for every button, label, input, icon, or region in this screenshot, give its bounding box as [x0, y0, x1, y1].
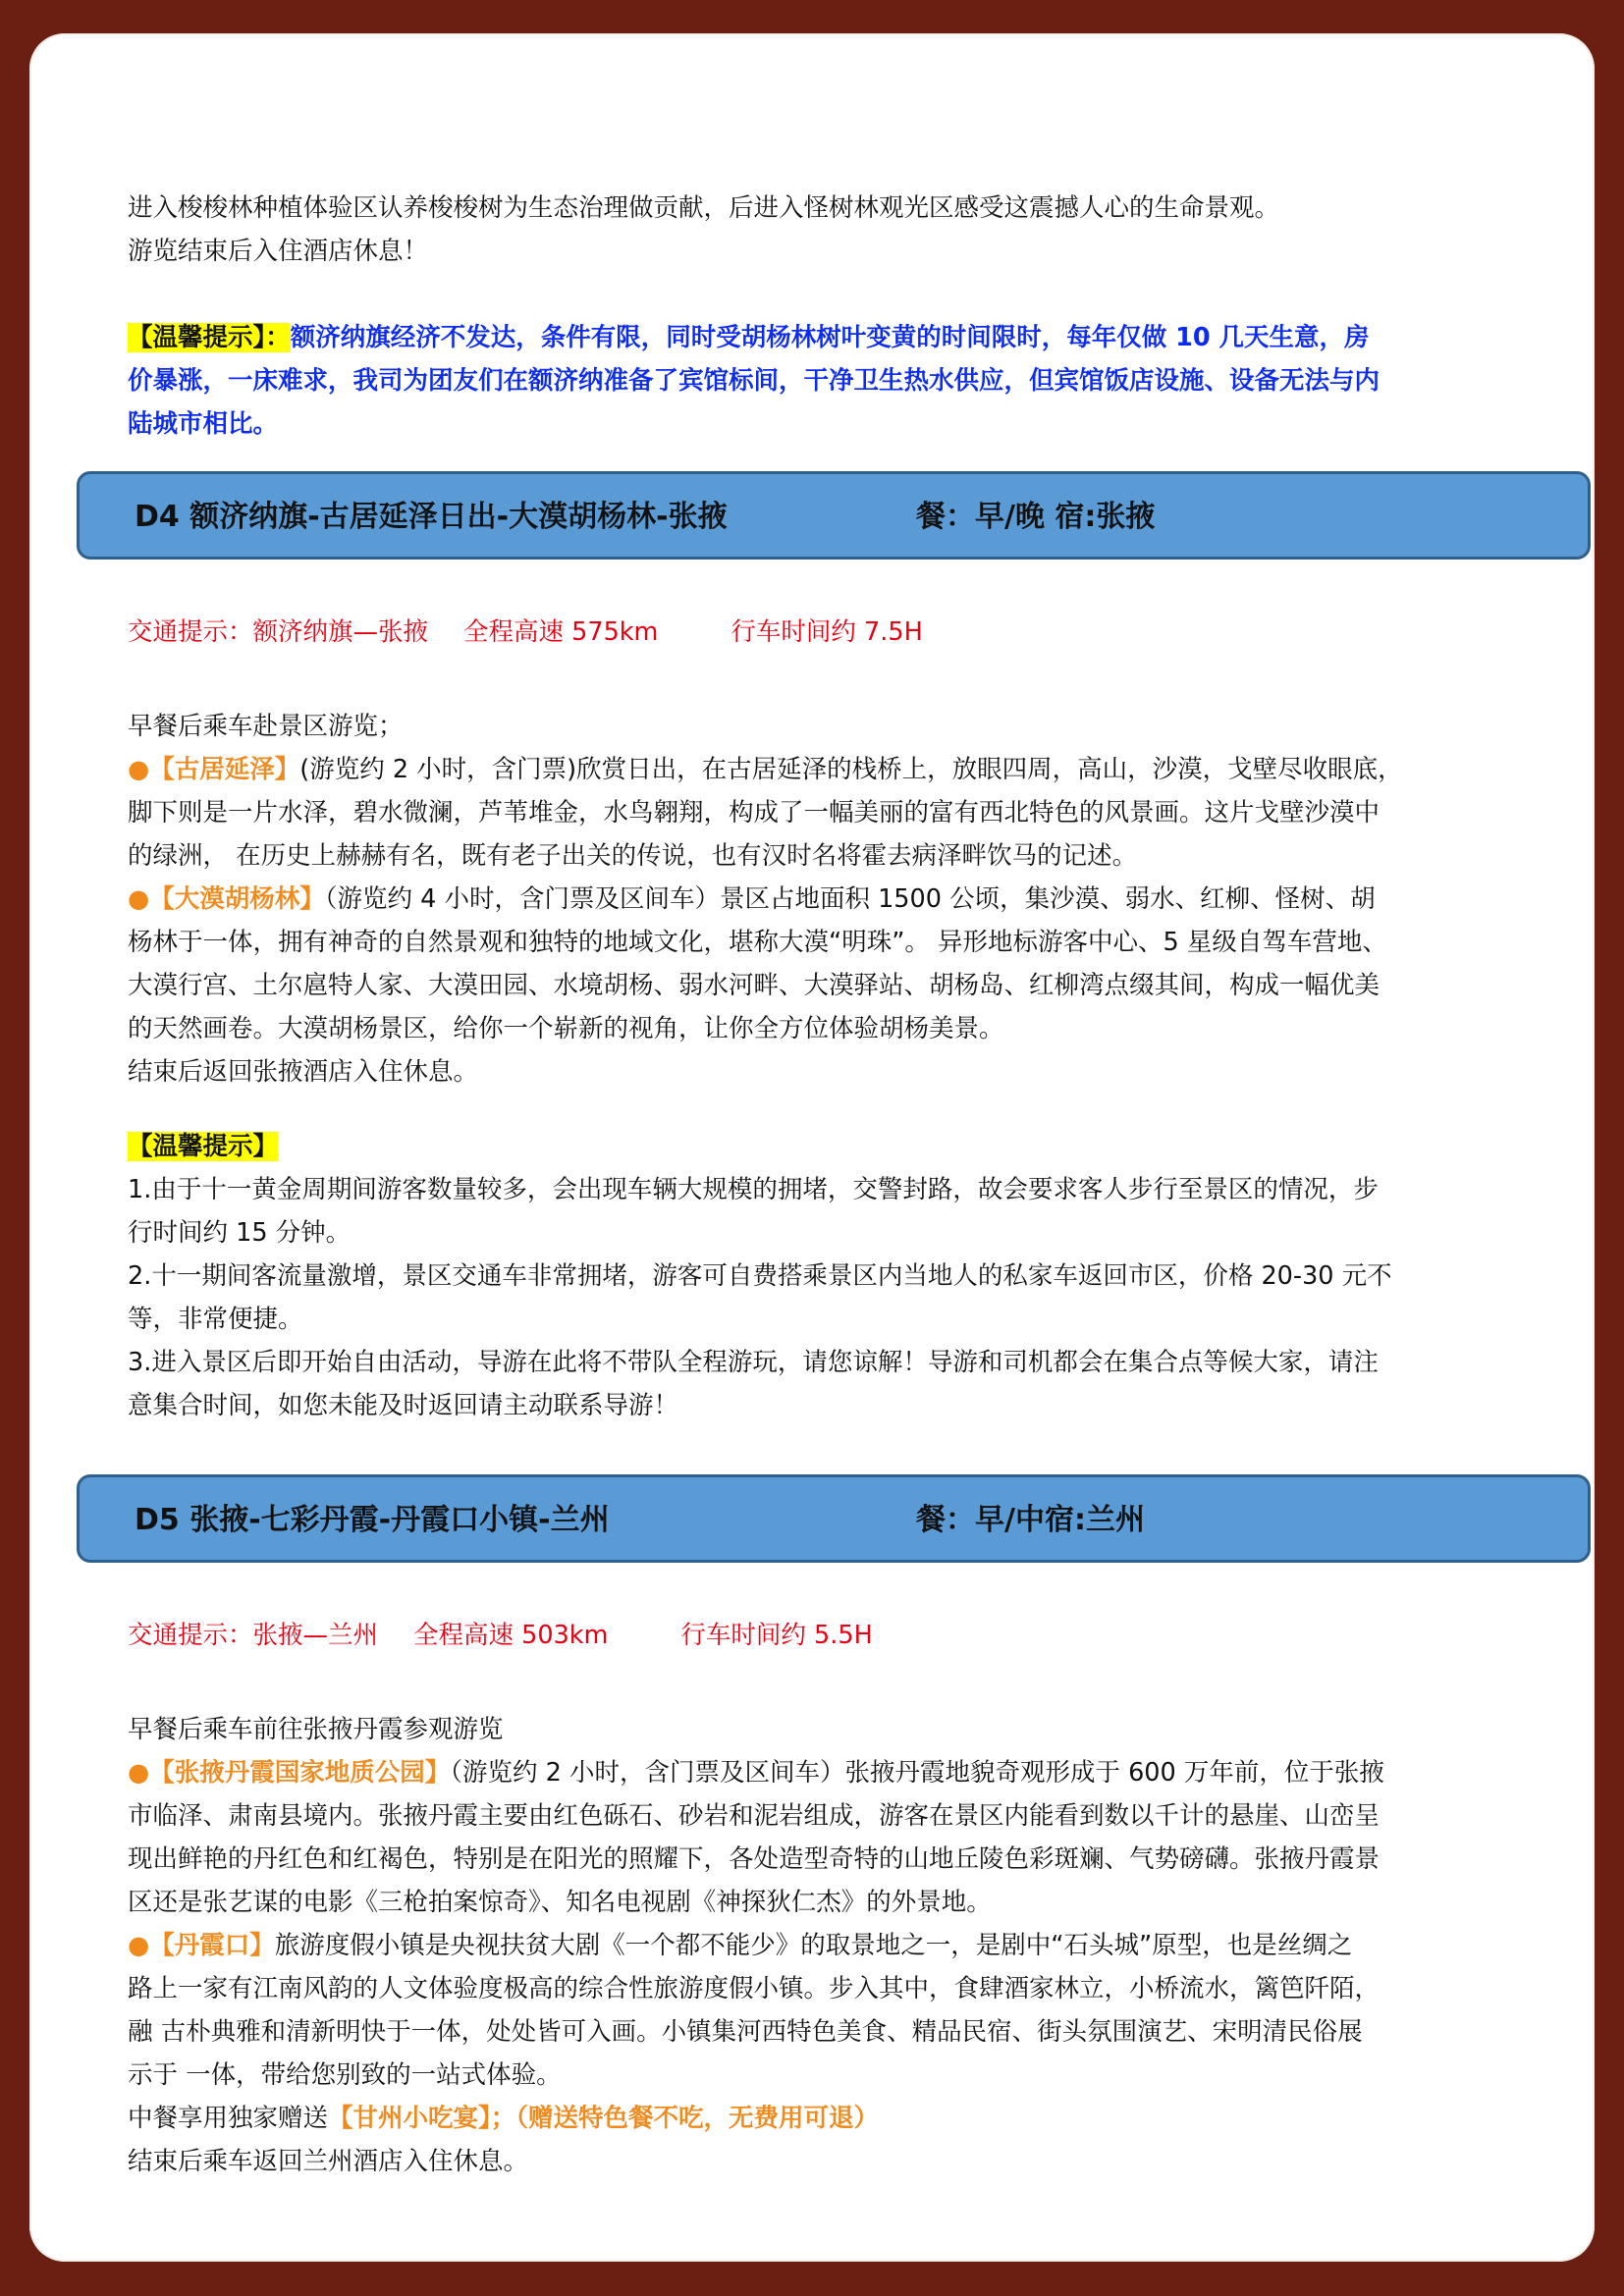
tip-paragraph	[128, 316, 1561, 446]
spot-name: 【大漠胡杨林】	[149, 884, 325, 914]
tip-label: 【温馨提示】：	[128, 323, 291, 352]
d5-traffic	[128, 1614, 1561, 1657]
tip-line	[128, 316, 1561, 359]
d4-traffic	[128, 611, 1561, 654]
spot-line: ●【大漠胡杨林】（游览约 4 小时，含门票及区间车）景区占地面积 1500 公顷，集沙漠、弱水、红柳、怪树、胡	[128, 884, 1376, 914]
d5-end: 结束后乘车返回兰州酒店入住休息。	[128, 2147, 529, 2176]
traffic-route: 交通提示：额济纳旗—张掖	[128, 617, 429, 647]
day-header-d4	[77, 471, 1591, 560]
spot-line: ●【古居延泽】(游览约 2 小时，含门票)欣赏日出，在古居延泽的栈桥上，放眼四周，高山，沙漠，戈壁尽收眼底，	[128, 755, 1403, 784]
bullet-icon: ●	[128, 755, 150, 784]
intro-paragraph	[128, 187, 1561, 273]
bullet-icon: ●	[128, 1931, 150, 1960]
traffic-route: 交通提示：张掖—兰州	[128, 1621, 379, 1650]
spot-name: 【古居延泽】	[149, 755, 300, 784]
spot-line: ●【张掖丹霞国家地质公园】（游览约 2 小时，含门票及区间车）张掖丹霞地貌奇观形成于 600 万年前，位于张掖	[128, 1758, 1384, 1788]
tip-text: 额济纳旗经济不发达，条件有限，同时受胡杨林树叶变黄的时间限时，每年仅做 10 几天生意，房	[290, 323, 1370, 352]
spot-name: 【丹霞口】	[149, 1931, 275, 1960]
tip-line: 陆城市相比。	[128, 409, 279, 439]
d5-intro: 早餐后乘车前往张掖丹霞参观游览	[128, 1715, 504, 1744]
document-page	[29, 33, 1595, 2262]
day-meal: 餐：早/晚 宿:张掖	[916, 500, 1156, 534]
d4-tips: 【温馨提示】 1.由于十一黄金周期间游客数量较多，会出现车辆大规模的拥堵，交警封路，故会要求客人步行至景区的情况，步 行时间约 15 分钟。 2.十一期间客流量激增，景区交通车非常拥堵，游客可自费搭乘景区内当地人的私家车返回市区，价格 20-30 元不 等，非常便捷。 3.进入景区后即开始自由活动，导游在此将不带队全程游玩，请您谅解！导游和司机都会在集合点等候大家，请注 意集合时间，如您未能及时返回请主动联系导游！	[128, 1132, 1392, 1420]
tip-label: 【温馨提示】	[128, 1132, 279, 1161]
bullet-icon: ●	[128, 1758, 150, 1788]
day-header-d5	[77, 1474, 1591, 1563]
traffic-time: 行车时间约 7.5H	[731, 617, 923, 647]
traffic-time: 行车时间约 5.5H	[680, 1621, 873, 1650]
day-title: D5 张掖-七彩丹霞-丹霞口小镇-兰州	[135, 1503, 610, 1537]
lunch-line: 中餐享用独家赠送【甘州小吃宴】；（赠送特色餐不吃，无费用可退）	[128, 2104, 880, 2133]
spot-name: 【张掖丹霞国家地质公园】	[149, 1758, 451, 1788]
day-title: D4 额济纳旗-古居延泽日出-大漠胡杨林-张掖	[135, 500, 728, 534]
traffic-distance: 全程高速 503km	[413, 1621, 609, 1650]
d4-intro: 早餐后乘车赴景区游览；	[128, 712, 404, 741]
day-meal: 餐：早/中宿:兰州	[916, 1503, 1145, 1537]
intro-line: 进入梭梭林种植体验区认养梭梭树为生态治理做贡献，后进入怪树林观光区感受这震撼人心的生命景观。	[128, 193, 1280, 223]
bullet-icon: ●	[128, 884, 150, 914]
spot-line: ●【丹霞口】旅游度假小镇是央视扶贫大剧《一个都不能少》的取景地之一，是剧中“石头城”原型，也是丝绸之	[128, 1931, 1353, 1960]
lunch-highlight: 【甘州小吃宴】；（赠送特色餐不吃，无费用可退）	[328, 2104, 880, 2133]
tip-line: 价暴涨，一床难求，我司为团友们在额济纳准备了宾馆标间，干净卫生热水供应，但宾馆饭店设施、设备无法与内	[128, 366, 1380, 396]
intro-line: 游览结束后入住酒店休息！	[128, 237, 429, 266]
d5-body: 早餐后乘车前往张掖丹霞参观游览 ●【张掖丹霞国家地质公园】（游览约 2 小时，含门票及区间车）张掖丹霞地貌奇观形成于 600 万年前，位于张掖 市临泽、肃南县境内。张掖丹霞主要由红色砾石、砂岩和泥岩组成，游客在景区内能看到数以千计的悬崖、山峦呈 现出鲜艳的丹红色和红褐色，特别是在阳光的照耀下，各处造型奇特的山地丘陵色彩斑斓、气势磅礴。张掖丹霞景 区还是张艺谋的电影《三枪拍案惊奇》、知名电视剧《神探狄仁杰》的外景地。 ●【丹霞口】旅游度假小镇是央视扶贫大剧《一个都不能少》的取景地之一，是剧中“石头城”原型，也是丝绸之 路上一家有江南风韵的人文体验度极高的综合性旅游度假小镇。步入其中，食肆酒家林立，小桥流水，篱笆阡陌， 融 古朴典雅和清新明快于一体，处处皆可入画。小镇集河西特色美食、精品民宿、街头氛围演艺、宋明清民俗展 示于 一体，带给您别致的一站式体验。 中餐享用独家赠送【甘州小吃宴】；（赠送特色餐不吃，无费用可退） 结束后乘车返回兰州酒店入住休息。	[128, 1708, 1561, 2183]
d4-end: 结束后返回张掖酒店入住休息。	[128, 1057, 479, 1087]
traffic-distance: 全程高速 575km	[463, 617, 659, 647]
d4-body: 早餐后乘车赴景区游览； ●【古居延泽】(游览约 2 小时，含门票)欣赏日出，在古居延泽的栈桥上，放眼四周，高山，沙漠，戈壁尽收眼底， 脚下则是一片水泽，碧水微澜，芦苇堆金，水鸟翱翔，构成了一幅美丽的富有西北特色的风景画。这片戈壁沙漠中 的绿洲， 在历史上赫赫有名，既有老子出关的传说，也有汉时名将霍去病泽畔饮马的记述。 ●【大漠胡杨林】（游览约 4 小时，含门票及区间车）景区占地面积 1500 公顷，集沙漠、弱水、红柳、怪树、胡 杨林于一体，拥有神奇的自然景观和独特的地域文化，堪称大漠“明珠”。 异形地标游客中心、5 星级自驾车营地、 大漠行宫、土尔扈特人家、大漠田园、水境胡杨、弱水河畔、大漠驿站、胡杨岛、红柳湾点缀其间，构成一幅优美 的天然画卷。大漠胡杨景区，给你一个崭新的视角，让你全方位体验胡杨美景。 结束后返回张掖酒店入住休息。	[128, 705, 1561, 1094]
